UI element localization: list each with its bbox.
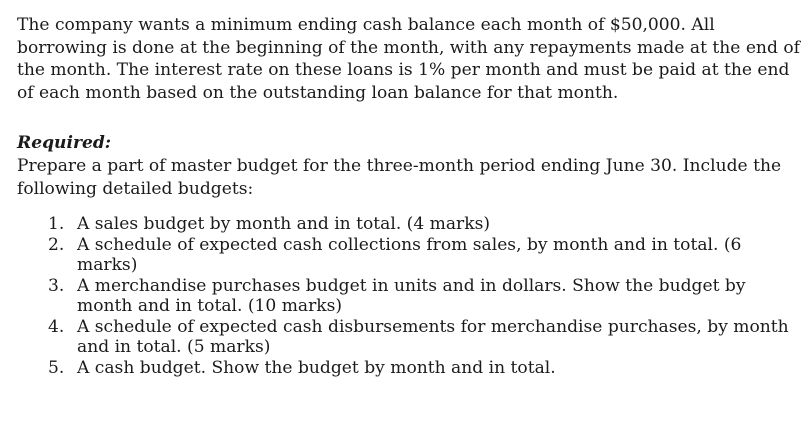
intro-paragraph: The company wants a minimum ending cash balance each month of $50,000. All borrowing is done at the beginning of the month, with any repayments made at the end of the month. The interest rate on these loans is 1% per month and must be paid at the end of each month based on the outstanding loan balance for that month. xyxy=(17,15,800,103)
list-item-number: 4. xyxy=(48,317,65,338)
list-item xyxy=(17,358,803,378)
list-item-text: A schedule of expected cash collections from sales, by month and in total. (6 marks) xyxy=(77,235,742,276)
required-instructions: Prepare a part of master budget for the three-month period ending June 30. Include the following detailed budgets: xyxy=(17,155,782,199)
required-heading: Required: xyxy=(17,133,112,154)
list-item-text: A cash budget. Show the budget by month and in total. xyxy=(77,358,556,379)
list-item-text: A schedule of expected cash disbursements for merchandise purchases, by month and in total. (5 marks) xyxy=(77,317,789,358)
list-item-number: 1. xyxy=(48,214,65,235)
list-item xyxy=(17,317,803,357)
document-body xyxy=(17,14,803,379)
list-item-number: 3. xyxy=(48,276,65,297)
list-item-number: 5. xyxy=(48,358,65,379)
list-item xyxy=(17,235,803,275)
list-item-number: 2. xyxy=(48,235,65,256)
list-item xyxy=(17,214,803,234)
budget-list xyxy=(17,214,803,378)
list-item-text: A sales budget by month and in total. (4 marks) xyxy=(77,214,491,235)
list-item-text: A merchandise purchases budget in units and in dollars. Show the budget by month and in total. (10 marks) xyxy=(77,276,746,317)
list-item xyxy=(17,276,803,316)
